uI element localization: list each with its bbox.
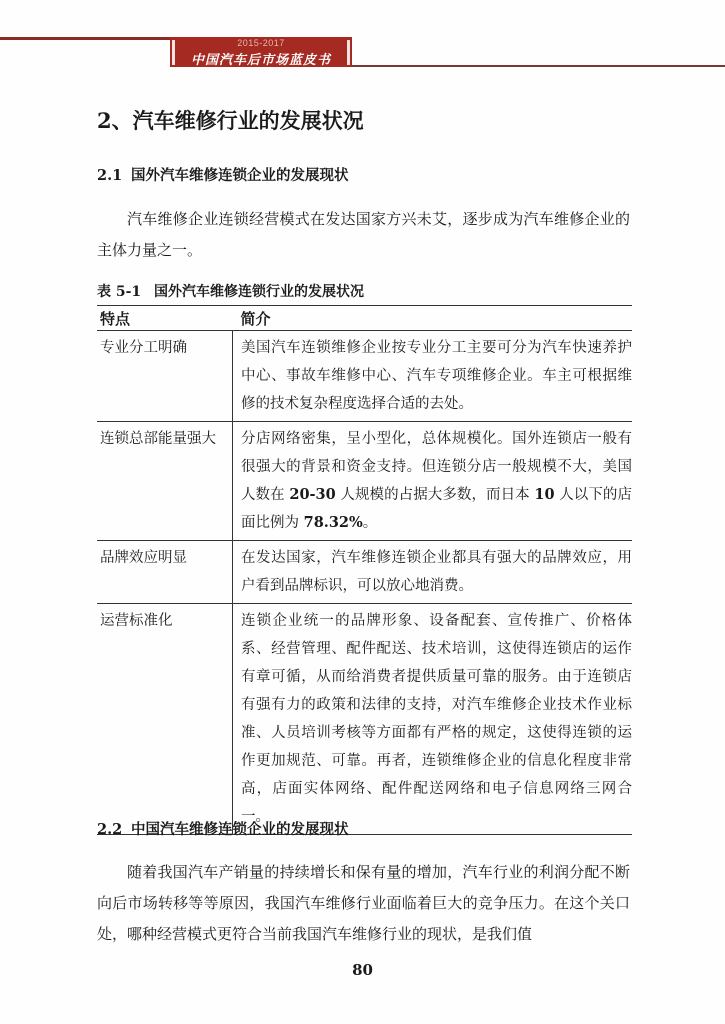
subsection-title: 国外汽车维修连锁企业的发展现状 xyxy=(131,167,349,184)
column-header-feature: 特点 xyxy=(97,306,233,331)
subsection-title: 中国汽车维修连锁企业的发展现状 xyxy=(131,821,349,838)
description-cell xyxy=(233,422,633,541)
column-header-description: 简介 xyxy=(233,306,633,331)
header-rule-right xyxy=(352,65,725,67)
table-caption xyxy=(97,281,364,301)
table-row xyxy=(97,422,632,541)
table-header-row xyxy=(97,306,632,331)
feature-cell: 运营标准化 xyxy=(97,604,233,835)
description-text: 人以下的店面比例为 xyxy=(241,487,632,531)
paragraph-2-1: 汽车维修企业连锁经营模式在发达国家方兴未艾，逐步成为汽车维修企业的主体力量之一。 xyxy=(97,210,630,259)
feature-cell: 品牌效应明显 xyxy=(97,541,233,604)
number-value: 20-30 xyxy=(289,486,336,503)
description-text: 。 xyxy=(362,515,378,531)
table-number: 表 5-1 xyxy=(97,284,142,300)
development-status-table xyxy=(97,305,632,835)
feature-cell: 专业分工明确 xyxy=(97,331,233,422)
description-cell: 美国汽车连锁维修企业按专业分工主要可分为汽车快速养护中心、事故车维修中心、汽车专项维修企业。车主可根据维修的技术复杂程度选择合适的去处。 xyxy=(233,331,633,422)
table-row xyxy=(97,331,632,422)
percentage-value: 78.32% xyxy=(303,514,363,531)
header-years: 2015-2017 xyxy=(237,38,285,48)
table-caption-title: 国外汽车维修连锁行业的发展状况 xyxy=(154,284,364,300)
description-text: 分店网络密集，呈小型化，总体规模化。国外连锁店一般有很强大的背景和资金支持。但连锁分店一般规模不大，美国人数在 xyxy=(241,431,632,503)
section-title: 2、汽车维修行业的发展状况 xyxy=(97,108,364,133)
table-row xyxy=(97,604,632,835)
subsection-heading-2-2 xyxy=(97,818,349,839)
subsection-heading-2-1 xyxy=(97,164,349,185)
number-value: 10 xyxy=(534,486,555,503)
description-cell: 在发达国家，汽车维修连锁企业都具有强大的品牌效应，用户看到品牌标识，可以放心地消费。 xyxy=(233,541,633,604)
subsection-number: 2.2 xyxy=(97,821,123,838)
feature-cell: 连锁总部能量强大 xyxy=(97,422,233,541)
page-number: 80 xyxy=(352,961,373,979)
paragraph-2-2: 随着我国汽车产销量的持续增长和保有量的增加，汽车行业的利润分配不断向后市场转移等等原因，我国汽车维修行业面临着巨大的竞争压力。在这个关口处，哪种经营模式更符合当前我国汽车维修行业的现状，是我们值 xyxy=(97,863,630,943)
header-book-title: 中国汽车后市场蓝皮书 xyxy=(190,52,331,67)
subsection-number: 2.1 xyxy=(97,167,123,184)
description-text: 人规模的占据大多数，而日本 xyxy=(335,487,535,503)
table-row xyxy=(97,541,632,604)
description-cell: 连锁企业统一的品牌形象、设备配套、宣传推广、价格体系、经营管理、配件配送、技术培训，这使得连锁店的运作有章可循，从而给消费者提供质量可靠的服务。由于连锁店有强有力的政策和法律的支持，对汽车维修企业技术作业标准、人员培训考核等方面都有严格的规定，这使得连锁的运作更加规范、可靠。再者，连锁维修企业的信息化程度非常高，店面实体网络、配件配送网络和电子信息网络三网合一。 xyxy=(233,604,633,835)
